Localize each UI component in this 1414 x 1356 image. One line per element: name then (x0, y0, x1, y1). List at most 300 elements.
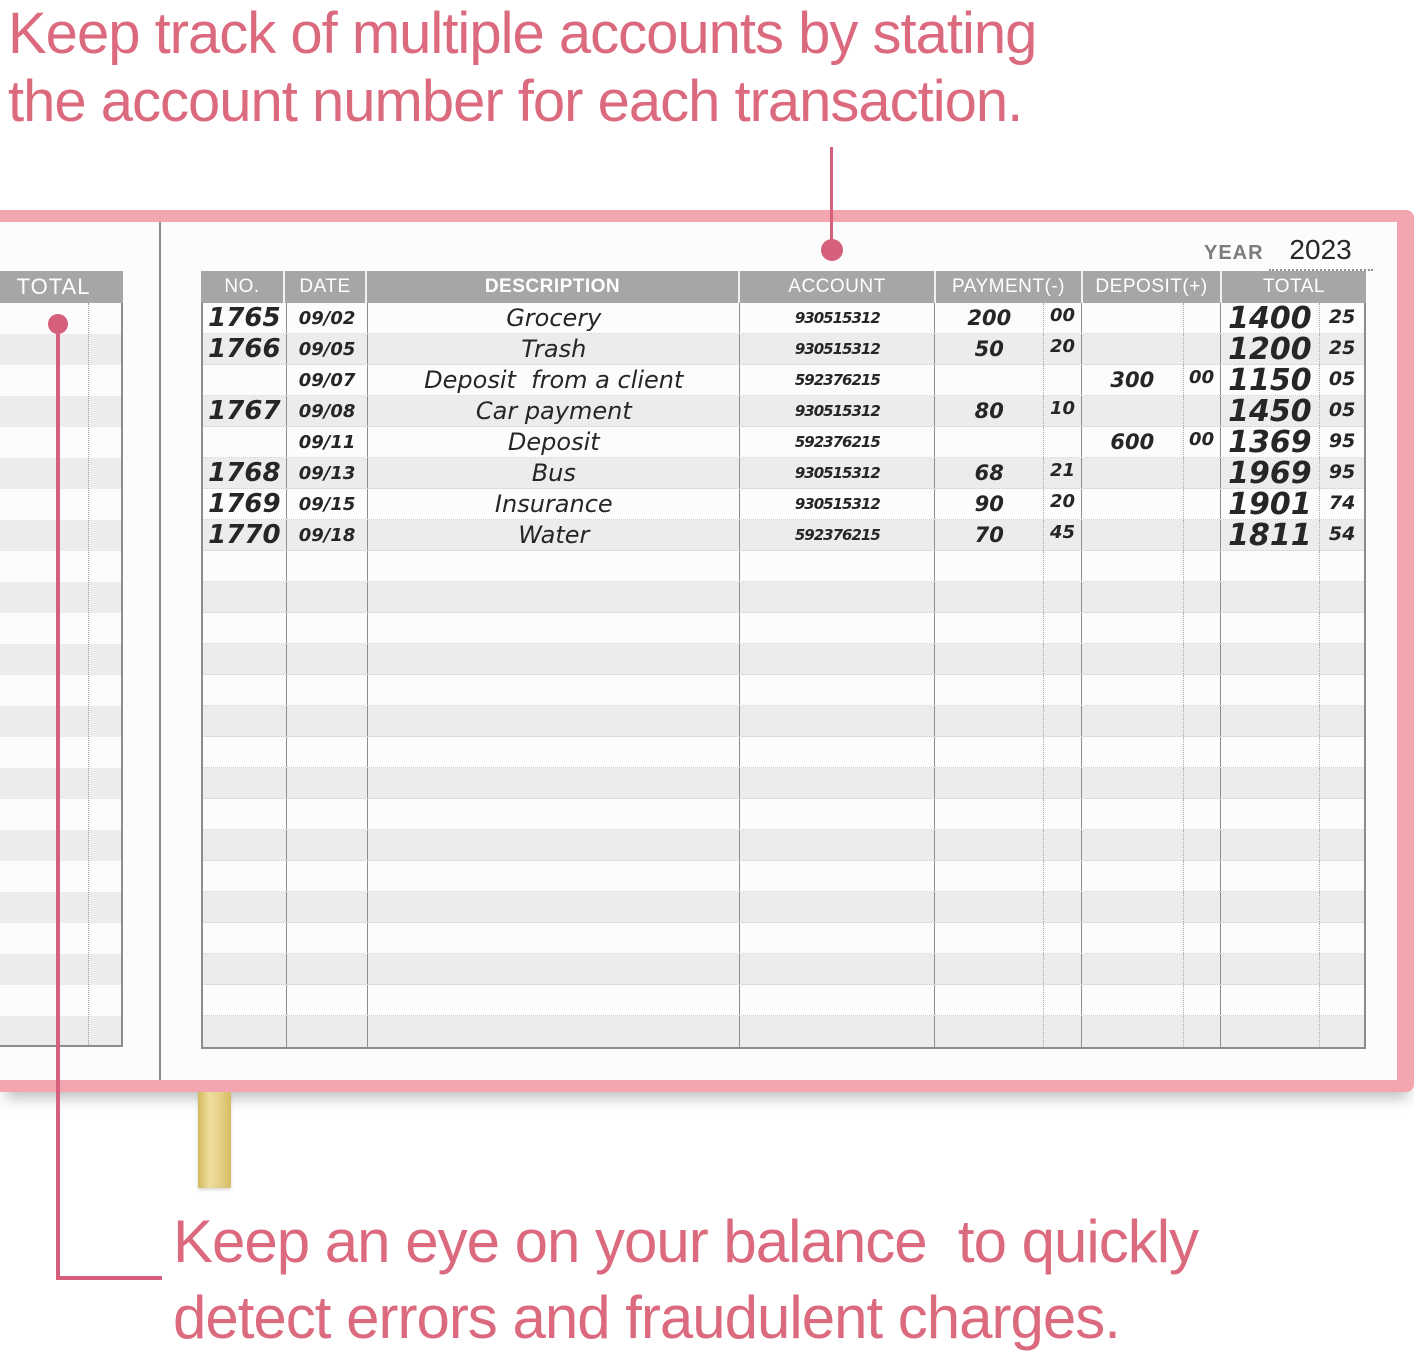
cell-no (203, 365, 287, 395)
cell-payment_cents (1044, 985, 1082, 1015)
cell-payment (935, 520, 1044, 550)
cell-payment (935, 706, 1044, 736)
cell-desc (368, 985, 740, 1015)
cell-no (203, 706, 287, 736)
cell-account (740, 892, 935, 922)
table-row (203, 954, 1364, 985)
table-row (203, 861, 1364, 892)
column-header-date: DATE (285, 271, 367, 303)
value-payment: 200 (967, 306, 1012, 330)
cell-date (287, 861, 369, 891)
cell-total (1221, 706, 1321, 736)
cell-payment (935, 768, 1044, 798)
cell-deposit_cents (1184, 489, 1221, 519)
cell-payment_cents (1044, 892, 1082, 922)
table-row (203, 613, 1364, 644)
cell-payment (935, 334, 1044, 364)
bottom-connector-dot (48, 314, 68, 334)
cell-total (1221, 644, 1321, 674)
year-label: YEAR (1204, 242, 1264, 264)
value-total: 1450 (1228, 393, 1312, 429)
cell-deposit (1082, 365, 1184, 395)
value-payment_cents: 20 (1050, 491, 1076, 512)
cell-date (287, 923, 369, 953)
cell-date (287, 799, 369, 829)
cell-total_cents (1320, 861, 1364, 891)
cell-deposit_cents (1184, 985, 1221, 1015)
value-total: 1369 (1228, 424, 1312, 460)
cell-payment_cents (1044, 303, 1082, 333)
cell-account (740, 954, 935, 984)
value-account: 930515312 (794, 495, 880, 513)
cell-total (1221, 830, 1321, 860)
bottom-annotation (173, 1204, 1198, 1356)
cell-desc (368, 427, 740, 457)
cell-payment_cents (1044, 334, 1082, 364)
cell-payment (935, 551, 1044, 581)
cell-deposit (1082, 985, 1184, 1015)
register-photo (0, 210, 1414, 1092)
cell-no (203, 675, 287, 705)
value-date: 09/08 (298, 400, 356, 422)
value-date: 09/02 (298, 307, 356, 329)
cell-total_cents (1320, 303, 1364, 333)
cell-date (287, 520, 369, 550)
table-row (203, 768, 1364, 799)
column-header-description: DESCRIPTION (367, 271, 740, 303)
cell-desc (368, 365, 740, 395)
cell-payment_cents (1044, 706, 1082, 736)
cell-payment_cents (1044, 396, 1082, 426)
value-deposit_cents: 00 (1189, 429, 1215, 450)
cell-total (1221, 1016, 1321, 1047)
value-no: 1765 (208, 303, 281, 333)
cell-payment_cents (1044, 799, 1082, 829)
table-row (203, 737, 1364, 768)
table-body (201, 300, 1366, 1049)
table-row (203, 517, 1364, 553)
value-payment_cents: 10 (1050, 398, 1076, 419)
cell-deposit_cents (1184, 551, 1221, 581)
cell-payment_cents (1044, 489, 1082, 519)
cell-deposit_cents (1184, 861, 1221, 891)
value-account: 930515312 (794, 464, 880, 482)
cell-deposit_cents (1184, 334, 1221, 364)
value-date: 09/15 (298, 493, 356, 515)
value-total_cents: 05 (1328, 368, 1356, 390)
cell-payment_cents (1044, 582, 1082, 612)
value-payment_cents: 00 (1050, 305, 1076, 326)
cell-desc (368, 892, 740, 922)
cell-no (203, 303, 287, 333)
cell-total_cents (1320, 458, 1364, 488)
top-annotation-line1: Keep track of multiple accounts by stating (8, 1, 1037, 66)
bottom-connector-vline (56, 331, 60, 1280)
table-row (203, 486, 1364, 522)
cell-account (740, 830, 935, 860)
value-total: 1969 (1228, 455, 1312, 491)
cell-account (740, 458, 935, 488)
year-field (1204, 234, 1373, 271)
cell-deposit_cents (1184, 675, 1221, 705)
cell-total_cents (1320, 396, 1364, 426)
cell-account (740, 427, 935, 457)
cell-account (740, 303, 935, 333)
value-desc: Trash (521, 335, 587, 363)
cell-payment_cents (1044, 613, 1082, 643)
value-payment: 50 (974, 337, 1004, 361)
cell-payment (935, 985, 1044, 1015)
value-account: 592376215 (794, 371, 880, 389)
cell-payment_cents (1044, 644, 1082, 674)
cell-no (203, 582, 287, 612)
cell-deposit (1082, 489, 1184, 519)
value-total: 1200 (1228, 331, 1312, 367)
cell-total_cents (1320, 644, 1364, 674)
cell-account (740, 737, 935, 767)
top-annotation (8, 0, 1036, 136)
cell-total (1221, 923, 1321, 953)
cell-total (1221, 300, 1321, 336)
value-payment: 68 (974, 461, 1004, 485)
cell-deposit_cents (1184, 706, 1221, 736)
cell-account (740, 985, 935, 1015)
cell-total_cents (1320, 334, 1364, 364)
cell-deposit (1082, 520, 1184, 550)
ribbon-bookmark (198, 1092, 231, 1188)
cell-payment_cents (1044, 861, 1082, 891)
cell-deposit_cents (1184, 1016, 1221, 1047)
table-row (203, 706, 1364, 737)
cell-payment (935, 582, 1044, 612)
cell-total_cents (1320, 489, 1364, 519)
table-row (203, 582, 1364, 613)
cell-no (203, 458, 287, 488)
cell-no (203, 830, 287, 860)
cell-desc (368, 458, 740, 488)
cell-account (740, 644, 935, 674)
cell-deposit (1082, 644, 1184, 674)
cell-deposit_cents (1184, 520, 1221, 550)
cell-desc (368, 706, 740, 736)
top-annotation-line2: the account number for each transaction. (8, 69, 1023, 134)
cell-payment (935, 613, 1044, 643)
cell-payment (935, 892, 1044, 922)
cell-account (740, 582, 935, 612)
cell-no (203, 551, 287, 581)
value-account: 930515312 (794, 309, 880, 327)
cell-deposit_cents (1184, 396, 1221, 426)
cell-date (287, 706, 369, 736)
cell-date (287, 458, 369, 488)
cell-account (740, 520, 935, 550)
cell-deposit (1082, 458, 1184, 488)
cell-total (1221, 486, 1321, 522)
value-account: 930515312 (794, 340, 880, 358)
left-page-total-column (0, 271, 123, 1047)
value-total_cents: 54 (1328, 523, 1356, 545)
cell-payment_cents (1044, 768, 1082, 798)
cell-total_cents (1320, 675, 1364, 705)
cell-deposit (1082, 613, 1184, 643)
cell-desc (368, 520, 740, 550)
value-payment: 70 (974, 523, 1004, 547)
cell-no (203, 923, 287, 953)
cell-deposit (1082, 427, 1184, 457)
cell-desc (368, 489, 740, 519)
cell-deposit (1082, 1016, 1184, 1047)
cell-deposit (1082, 737, 1184, 767)
value-deposit: 600 (1110, 430, 1155, 454)
value-total: 1811 (1228, 517, 1312, 553)
cell-deposit_cents (1184, 954, 1221, 984)
table-row (203, 892, 1364, 923)
cell-account (740, 489, 935, 519)
value-deposit_cents: 00 (1189, 367, 1215, 388)
cell-desc (368, 799, 740, 829)
value-desc: Deposit from a client (424, 366, 684, 394)
cell-deposit (1082, 830, 1184, 860)
cell-total (1221, 393, 1321, 429)
cell-date (287, 954, 369, 984)
cell-payment_cents (1044, 923, 1082, 953)
cell-deposit_cents (1184, 303, 1221, 333)
cell-no (203, 737, 287, 767)
cell-deposit (1082, 582, 1184, 612)
cell-desc (368, 613, 740, 643)
value-total_cents: 74 (1328, 492, 1356, 514)
cell-total_cents (1320, 551, 1364, 581)
table-row (203, 799, 1364, 830)
cell-payment (935, 675, 1044, 705)
cell-total_cents (1320, 830, 1364, 860)
cell-no (203, 954, 287, 984)
cell-deposit (1082, 303, 1184, 333)
cell-total (1221, 799, 1321, 829)
table-row (203, 393, 1364, 429)
table-row (203, 985, 1364, 1016)
cell-payment (935, 923, 1044, 953)
cell-total_cents (1320, 706, 1364, 736)
table-row (203, 644, 1364, 675)
cell-payment_cents (1044, 954, 1082, 984)
cell-total (1221, 613, 1321, 643)
cell-deposit (1082, 892, 1184, 922)
cell-desc (368, 675, 740, 705)
cell-deposit (1082, 334, 1184, 364)
cell-total (1221, 675, 1321, 705)
cell-deposit (1082, 954, 1184, 984)
cell-no (203, 613, 287, 643)
cell-account (740, 799, 935, 829)
table-row (203, 1016, 1364, 1047)
column-header-payment: PAYMENT(-) (936, 271, 1083, 303)
cell-date (287, 334, 369, 364)
cell-total (1221, 861, 1321, 891)
cell-total (1221, 737, 1321, 767)
cell-payment (935, 737, 1044, 767)
column-header-deposit: DEPOSIT(+) (1083, 271, 1222, 303)
left-total-body (0, 303, 123, 1047)
cell-no (203, 768, 287, 798)
cell-total (1221, 582, 1321, 612)
cell-payment (935, 861, 1044, 891)
cell-deposit_cents (1184, 737, 1221, 767)
cell-desc (368, 737, 740, 767)
cell-account (740, 1016, 935, 1047)
cell-date (287, 737, 369, 767)
bottom-annotation-line1: Keep an eye on your balance to quickly (173, 1208, 1199, 1275)
table-row (203, 300, 1364, 336)
cell-date (287, 365, 369, 395)
cell-desc (368, 551, 740, 581)
cell-deposit_cents (1184, 427, 1221, 457)
value-account: 592376215 (794, 433, 880, 451)
value-date: 09/11 (298, 431, 356, 453)
value-account: 930515312 (794, 402, 880, 420)
value-total_cents: 25 (1328, 306, 1356, 328)
value-total: 1400 (1228, 300, 1312, 336)
value-payment_cents: 45 (1050, 522, 1076, 543)
value-date: 09/05 (298, 338, 356, 360)
cell-total (1221, 362, 1321, 398)
cell-payment_cents (1044, 551, 1082, 581)
value-no: 1770 (208, 520, 281, 550)
cell-no (203, 427, 287, 457)
table-row (203, 455, 1364, 491)
column-header-account: ACCOUNT (740, 271, 936, 303)
table-row (203, 675, 1364, 706)
cell-date (287, 396, 369, 426)
value-total: 1150 (1228, 362, 1312, 398)
column-header-no: NO. (201, 271, 285, 303)
cell-deposit (1082, 923, 1184, 953)
cell-total_cents (1320, 954, 1364, 984)
cell-desc (368, 644, 740, 674)
cell-desc (368, 830, 740, 860)
cell-date (287, 1016, 369, 1047)
cell-deposit (1082, 396, 1184, 426)
cell-account (740, 923, 935, 953)
cell-account (740, 334, 935, 364)
cell-no (203, 799, 287, 829)
cell-deposit_cents (1184, 365, 1221, 395)
cell-deposit (1082, 861, 1184, 891)
cell-payment (935, 954, 1044, 984)
cell-desc (368, 582, 740, 612)
left-total-header: TOTAL (0, 271, 123, 303)
value-desc: Water (518, 521, 590, 549)
table-row (203, 424, 1364, 460)
value-no: 1767 (208, 396, 281, 426)
value-total_cents: 95 (1328, 461, 1356, 483)
cell-total_cents (1320, 520, 1364, 550)
cell-payment (935, 303, 1044, 333)
cell-total (1221, 331, 1321, 367)
cell-no (203, 520, 287, 550)
cell-total (1221, 551, 1321, 581)
value-date: 09/18 (298, 524, 356, 546)
value-desc: Car payment (475, 397, 632, 425)
value-no: 1769 (208, 489, 281, 519)
cell-payment_cents (1044, 520, 1082, 550)
cell-date (287, 427, 369, 457)
cell-account (740, 396, 935, 426)
column-header-total: TOTAL (1263, 276, 1325, 297)
cell-deposit_cents (1184, 799, 1221, 829)
cell-payment (935, 489, 1044, 519)
value-total_cents: 95 (1328, 430, 1356, 452)
cell-no (203, 396, 287, 426)
cents-dotted-divider (88, 303, 89, 1045)
cell-account (740, 551, 935, 581)
cell-payment_cents (1044, 458, 1082, 488)
cell-payment (935, 365, 1044, 395)
value-desc: Bus (531, 459, 576, 487)
cell-date (287, 892, 369, 922)
cell-total_cents (1320, 427, 1364, 457)
value-payment_cents: 20 (1050, 336, 1076, 357)
cell-deposit (1082, 706, 1184, 736)
value-account: 592376215 (794, 526, 880, 544)
cell-total (1221, 985, 1321, 1015)
cell-deposit (1082, 768, 1184, 798)
value-desc: Deposit (507, 428, 600, 456)
value-no: 1766 (208, 334, 281, 364)
cell-date (287, 675, 369, 705)
value-total: 1901 (1228, 486, 1312, 522)
cell-payment (935, 799, 1044, 829)
cell-payment_cents (1044, 427, 1082, 457)
cell-desc (368, 954, 740, 984)
cell-account (740, 675, 935, 705)
cell-deposit_cents (1184, 830, 1221, 860)
cell-account (740, 365, 935, 395)
cell-deposit_cents (1184, 582, 1221, 612)
cell-total (1221, 517, 1321, 553)
cell-desc (368, 303, 740, 333)
top-connector-line (830, 147, 833, 243)
cell-payment (935, 644, 1044, 674)
cell-payment (935, 830, 1044, 860)
cell-total_cents (1320, 737, 1364, 767)
table-header-row (201, 271, 1366, 303)
cell-desc (368, 768, 740, 798)
cell-total_cents (1320, 1016, 1364, 1047)
cell-desc (368, 923, 740, 953)
cell-account (740, 768, 935, 798)
cell-deposit_cents (1184, 768, 1221, 798)
cell-no (203, 334, 287, 364)
cell-date (287, 551, 369, 581)
page-divider (159, 222, 161, 1080)
bottom-connector-hline (56, 1276, 162, 1280)
table-row (203, 331, 1364, 367)
cell-payment (935, 1016, 1044, 1047)
cell-deposit_cents (1184, 644, 1221, 674)
cell-date (287, 303, 369, 333)
table-row (203, 830, 1364, 861)
cell-payment_cents (1044, 830, 1082, 860)
cell-no (203, 1016, 287, 1047)
value-total_cents: 25 (1328, 337, 1356, 359)
cell-total_cents (1320, 985, 1364, 1015)
value-payment: 80 (974, 399, 1004, 423)
cell-payment (935, 427, 1044, 457)
cell-date (287, 644, 369, 674)
cell-deposit_cents (1184, 892, 1221, 922)
cell-total (1221, 768, 1321, 798)
